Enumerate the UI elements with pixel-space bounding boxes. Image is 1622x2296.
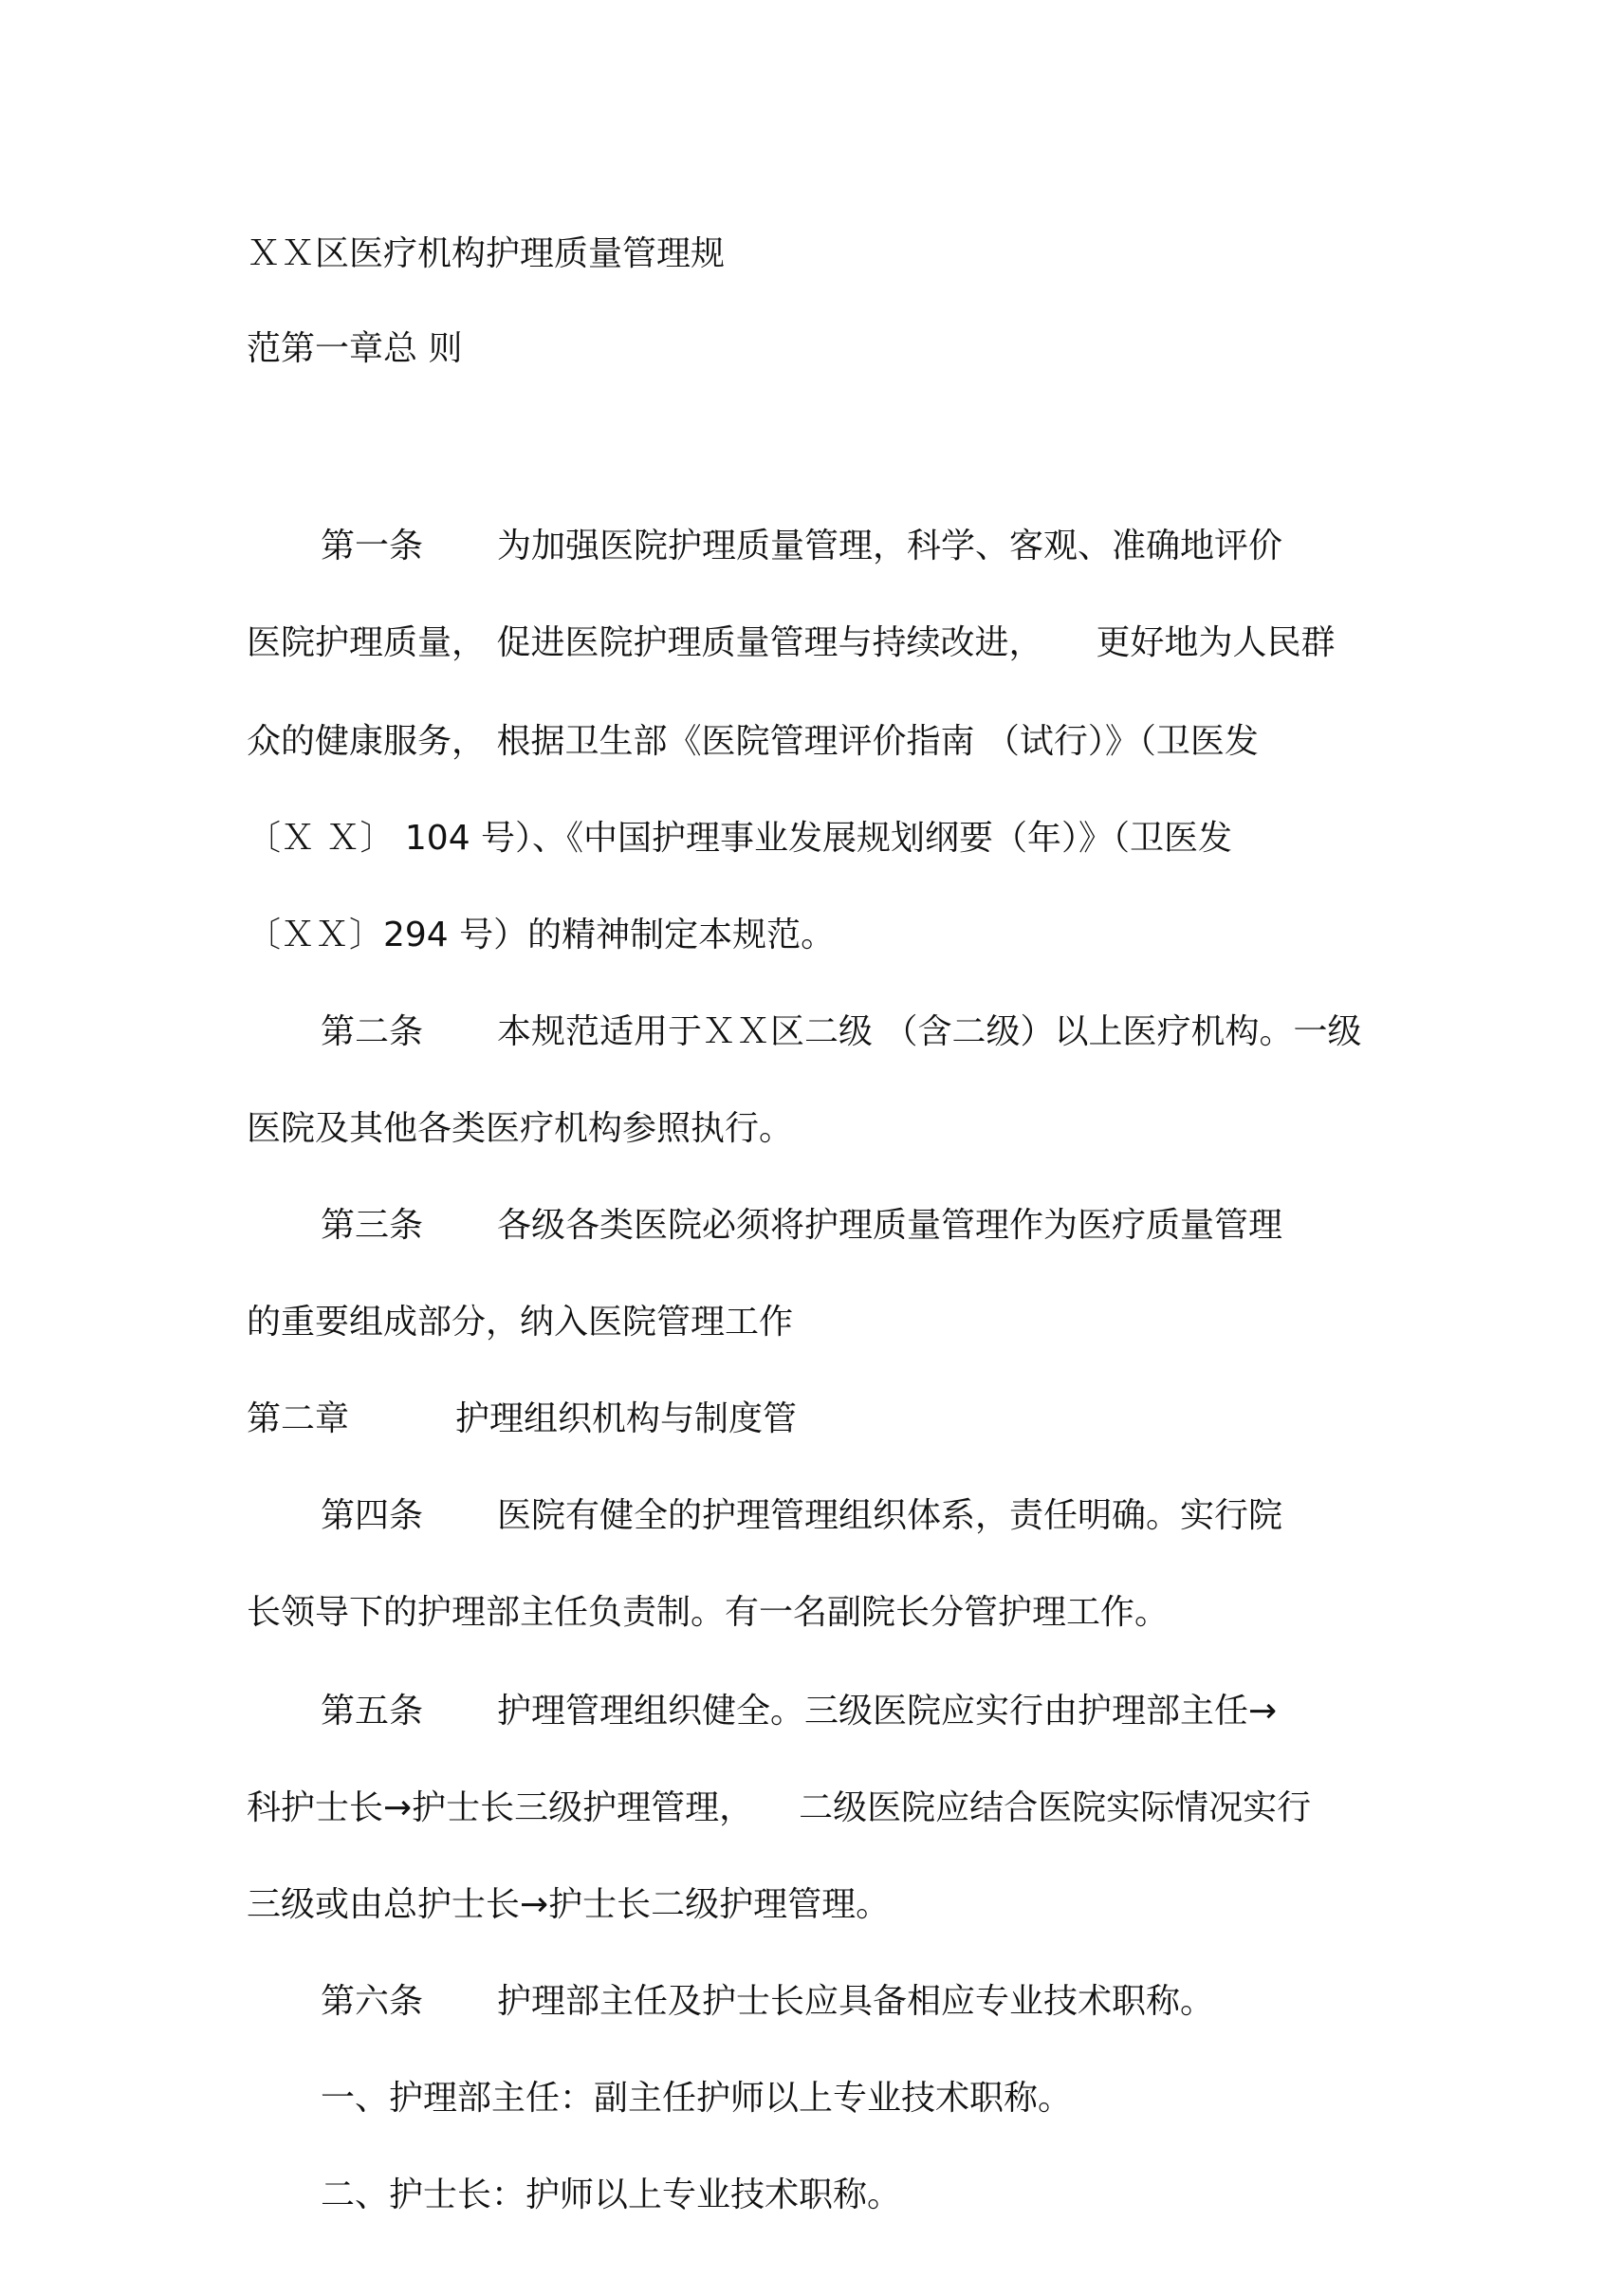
- article-5-line-2: [247, 1786, 1480, 1831]
- article-4-label: 第四条: [321, 1496, 424, 1535]
- article-1-label: 第一条: [321, 527, 424, 565]
- chapter-2-title: 护理组织机构与制度管: [455, 1399, 798, 1438]
- article-2-first-line: [321, 1009, 1554, 1055]
- article-1-line-4: 〔Ｘ Ｘ〕 104 号）、《中国护理事业发展规划纲要（年）》（卫医发: [247, 819, 1233, 858]
- article-6-text-1: 护理部主任及护士长应具备相应专业技术职称。: [497, 1982, 1215, 2021]
- article-3-label: 第三条: [321, 1206, 424, 1245]
- article-4-text-1: 医院有健全的护理管理组织体系，责任明确。实行院: [497, 1496, 1283, 1535]
- article-4-line-2: 长领导下的护理部主任负责制。有一名副院长分管护理工作。: [247, 1593, 1170, 1632]
- article-6-item-2: 二、护士长：护师以上专业技术职称。: [321, 2176, 902, 2214]
- article-1-text-2a: 医院护理质量， 促进医院护理质量管理与持续改进，: [247, 623, 1043, 662]
- article-3-first-line: [321, 1203, 1554, 1249]
- chapter-2-label: 第二章: [247, 1399, 350, 1438]
- article-1-first-line: [321, 524, 1554, 569]
- article-1-text-2b: 更好地为人民群: [1096, 623, 1336, 662]
- article-6-label: 第六条: [321, 1982, 424, 2021]
- article-2-line-2: 医院及其他各类医疗机构参照执行。: [247, 1109, 794, 1148]
- article-1-text-1: 为加强医院护理质量管理，科学、客观、准确地评价: [497, 527, 1283, 565]
- article-1-line-5: 〔ＸＸ〕294 号）的精神制定本规范。: [247, 916, 836, 954]
- article-5-text-1: 护理管理组织健全。三级医院应实行由护理部主任→: [497, 1692, 1278, 1731]
- article-1-line-2: [247, 620, 1480, 666]
- article-6-item-1: 一、护理部主任：副主任护师以上专业技术职称。: [321, 2079, 1073, 2118]
- article-3-text-1: 各级各类医院必须将护理质量管理作为医疗质量管理: [497, 1206, 1283, 1245]
- article-5-line-3: 三级或由总护士长→护士长二级护理管理。: [247, 1885, 891, 1924]
- article-5-first-line: [321, 1689, 1554, 1734]
- article-5-text-2b: 二级医院应结合医院实际情况实行: [799, 1788, 1312, 1827]
- article-2-text-1: 本规范适用于ＸＸ区二级 （含二级）以上医疗机构。一级: [497, 1012, 1362, 1051]
- chapter-2-heading: [247, 1397, 1480, 1442]
- article-2-label: 第二条: [321, 1012, 424, 1051]
- doc-title-line-1: ＸＸ区医疗机构护理质量管理规: [247, 234, 726, 273]
- article-3-line-2: 的重要组成部分，纳入医院管理工作: [247, 1303, 794, 1342]
- article-6-first-line: [321, 1979, 1554, 2025]
- article-4-first-line: [321, 1493, 1554, 1539]
- article-1-line-3: 众的健康服务， 根据卫生部《医院管理评价指南 （试行）》（卫医发: [247, 722, 1259, 761]
- article-5-label: 第五条: [321, 1692, 424, 1731]
- article-5-text-2a: 科护士长→护士长三级护理管理，: [247, 1788, 754, 1827]
- doc-title-line-2: 范第一章总 则: [247, 329, 463, 368]
